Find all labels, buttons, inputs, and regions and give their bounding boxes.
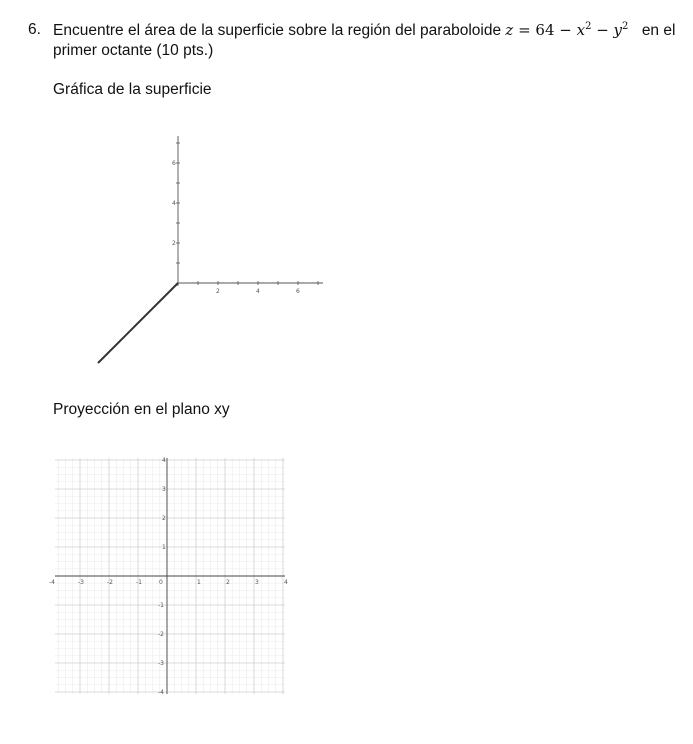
projection-x-tick-label: 2	[226, 579, 230, 586]
problem-text-after: primer octante (10 pts.)	[53, 42, 214, 59]
projection-y-tick-label: -4	[158, 689, 164, 696]
x-axis-tick-label: 6	[296, 288, 300, 295]
surface-axes-figure	[90, 130, 330, 370]
projection-y-tick-label: 4	[162, 457, 166, 464]
projection-y-tick-label: -1	[158, 602, 164, 609]
problem-text-mid: en el	[641, 22, 676, 39]
z-axis-tick-label: 4	[172, 200, 176, 207]
projection-x-tick-label: -4	[49, 579, 55, 586]
equation-equals: = 64 −	[513, 21, 577, 39]
equation-exp-x: 2	[585, 21, 592, 32]
surface-graph-heading: Gráfica de la superficie	[53, 81, 212, 98]
y-axis	[98, 283, 178, 363]
projection-y-tick-label: -2	[158, 631, 164, 638]
surface-axes	[98, 136, 323, 363]
paraboloid-equation	[505, 21, 633, 39]
equation-var-y: y	[613, 21, 623, 39]
projection-x-tick-label: -3	[78, 579, 84, 586]
x-axis-tick-label: 2	[216, 288, 220, 295]
projection-y-tick-label: -3	[158, 660, 164, 667]
problem-number: 6.	[28, 21, 41, 38]
problem-text-before: Encuentre el área de la superficie sobre la región del paraboloide	[53, 22, 502, 39]
equation-exp-y: 2	[622, 21, 629, 32]
z-axis-tick-label: 6	[172, 160, 176, 167]
problem-text	[53, 20, 693, 61]
equation-var-x: x	[576, 21, 586, 39]
projection-x-tick-label: 1	[197, 579, 201, 586]
equation-lhs: z	[505, 21, 514, 39]
projection-x-tick-label: 3	[255, 579, 259, 586]
projection-y-tick-label: 1	[162, 544, 166, 551]
z-axis-tick-label: 2	[172, 240, 176, 247]
surface-ticks	[172, 143, 318, 295]
projection-x-tick-label: 0	[159, 579, 163, 586]
xy-plane-grid-figure	[50, 454, 290, 698]
projection-tick-labels	[49, 457, 288, 696]
projection-x-tick-label: -2	[107, 579, 113, 586]
equation-minus: −	[591, 21, 614, 39]
projection-y-tick-label: 2	[162, 515, 166, 522]
x-axis-tick-label: 4	[256, 288, 260, 295]
projection-y-tick-label: 3	[162, 486, 166, 493]
projection-x-tick-label: -1	[136, 579, 142, 586]
projection-x-tick-label: 4	[284, 579, 288, 586]
projection-heading: Proyección en el plano xy	[53, 401, 230, 418]
